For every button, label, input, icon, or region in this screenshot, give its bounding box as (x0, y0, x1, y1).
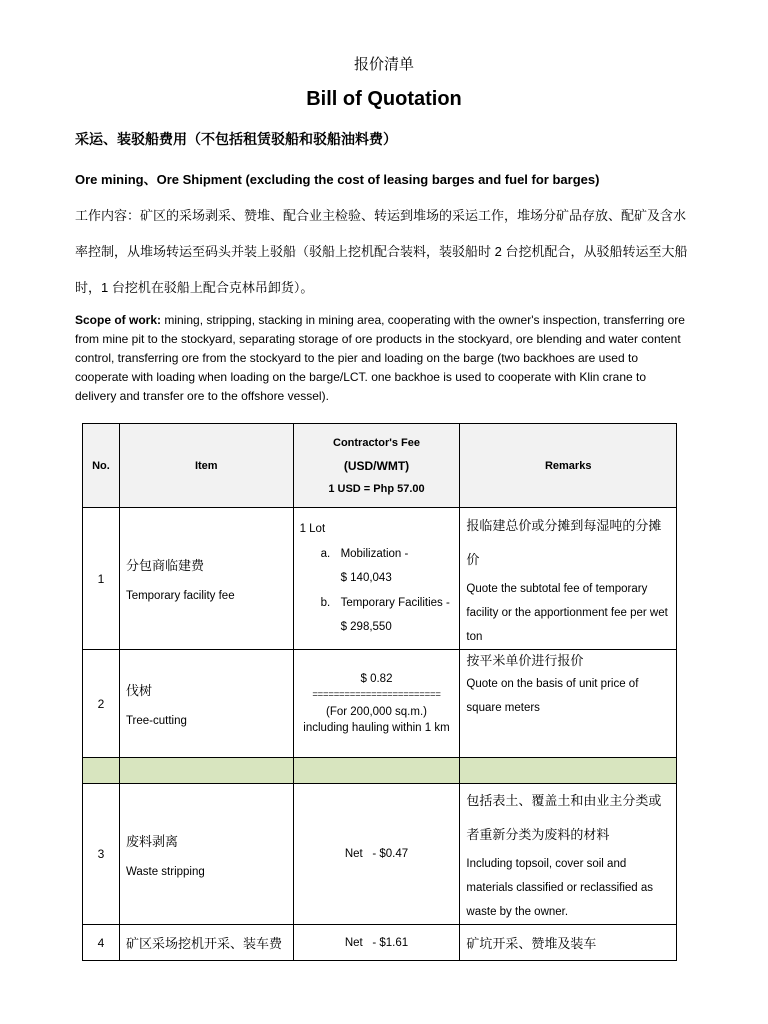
document-title-english: Bill of Quotation (306, 88, 462, 110)
fee-item-b (300, 591, 460, 616)
row-number: 2 (83, 650, 120, 758)
header-fee-title: Contractor's Fee (333, 436, 420, 449)
row-item (119, 925, 293, 961)
header-item: Item (119, 424, 293, 508)
row-item (119, 650, 293, 758)
scope-of-work-text: mining, stripping, stacking in mining area, cooperating with the owner's inspection, transferring ore from mine pit to the stockyard, separating storage of ore products in the stockyard, ore blending and water content control, transferring ore from the stockyard to the pier and loading on the barge (two backhoes are used to cooperate with loading when loading on the barge/LCT. one backhoe is used to cooperate with Klin crane to delivery and transfer ore to the offshore vessel). (75, 313, 685, 403)
remark-chinese: 报临建总价或分摊到每湿吨的分摊价 (466, 518, 662, 567)
header-fee-unit: (USD/WMT) (343, 458, 410, 473)
remark-chinese: 按平米单价进行报价 (466, 653, 584, 668)
scope-of-work-paragraph (75, 311, 690, 406)
remark-english: Quote the subtotal fee of temporary facility or the apportionment fee per wet ton (466, 583, 668, 643)
remark-english: Quote on the basis of unit price of square meters (466, 678, 639, 714)
item-name-english: Waste stripping (125, 865, 205, 878)
row-remarks (460, 925, 677, 961)
row-fee: Net - $0.47 (293, 784, 460, 925)
section-heading-chinese: 采运、装驳船费用（不包括租赁驳船和驳船油料费） (75, 131, 397, 147)
highlight-cell (83, 758, 120, 784)
fee-lot: 1 Lot (299, 523, 326, 536)
highlight-cell (293, 758, 460, 784)
item-name-chinese: 矿区采场挖机开采、装车费 (125, 936, 282, 951)
row-number: 1 (83, 508, 120, 650)
remark-chinese: 包括表土、覆盖土和由业主分类或者重新分类为废料的材料 (466, 793, 662, 842)
section-heading-english: Ore mining、Ore Shipment (excluding the cost of leasing barges and fuel for barges) (75, 172, 600, 187)
item-name-chinese: 废料剥离 (125, 833, 178, 849)
fee-hauling-note: including hauling within 1 km (303, 722, 450, 734)
fee-item-b-marker: b. (320, 596, 331, 609)
remark-english: Including topsoil, cover soil and materials classified or reclassified as waste by the owner. (466, 858, 654, 918)
table-row (83, 508, 677, 650)
scope-of-work-label: Scope of work: (75, 313, 162, 327)
row-number: 4 (83, 925, 120, 961)
item-name-chinese: 伐树 (125, 683, 152, 698)
fee-item-a-marker: a. (320, 547, 331, 560)
fee-item-b-value: $ 298,550 (340, 621, 392, 634)
fee-item-b-label: Temporary Facilities - (340, 596, 450, 609)
fee-separator: ======================== (312, 689, 441, 700)
header-contractor-fee (293, 424, 460, 508)
highlight-cell (460, 758, 677, 784)
row-fee (293, 650, 460, 758)
document-title-chinese: 报价清单 (353, 56, 414, 73)
header-no: No. (83, 424, 120, 508)
highlight-row (83, 758, 677, 784)
row-item (119, 784, 293, 925)
item-name-english: Temporary facility fee (125, 590, 235, 602)
table-row (83, 650, 677, 758)
fee-item-a (300, 542, 460, 567)
fee-unit-price: $ 0.82 (360, 672, 393, 685)
row-number: 3 (83, 784, 120, 925)
work-content-chinese: 工作内容：矿区的采场剥采、赞堆、配合业主检验、转运到堆场的采运工作，堆场分矿品存放、配矿及含水率控制，从堆场转运至码头并装上驳船（驳船上挖机配合装料，装驳船时 2 台挖机配合，从驳船转运至大船时，1 台挖机在驳船上配合克林吊卸货）。 (75, 208, 688, 295)
row-remarks (460, 784, 677, 925)
row-item (119, 508, 293, 650)
table-row (83, 925, 677, 961)
item-name-chinese: 分包商临建费 (125, 558, 204, 573)
fee-item-a-value: $ 140,043 (340, 572, 392, 585)
row-fee: Net - $1.61 (293, 925, 460, 961)
quotation-table (82, 423, 677, 961)
header-fee-rate: 1 USD = Php 57.00 (328, 482, 425, 495)
row-remarks (460, 650, 677, 758)
item-name-english: Tree-cutting (125, 715, 187, 727)
header-remarks: Remarks (460, 424, 677, 508)
fee-area-note: (For 200,000 sq.m.) (326, 705, 427, 718)
fee-item-a-label: Mobilization - (340, 547, 409, 560)
highlight-cell (119, 758, 293, 784)
table-header-row (83, 424, 677, 508)
row-fee (293, 508, 460, 650)
remark-chinese: 矿坑开采、赞堆及装车 (466, 936, 597, 951)
row-remarks (460, 508, 677, 650)
table-row (83, 784, 677, 925)
